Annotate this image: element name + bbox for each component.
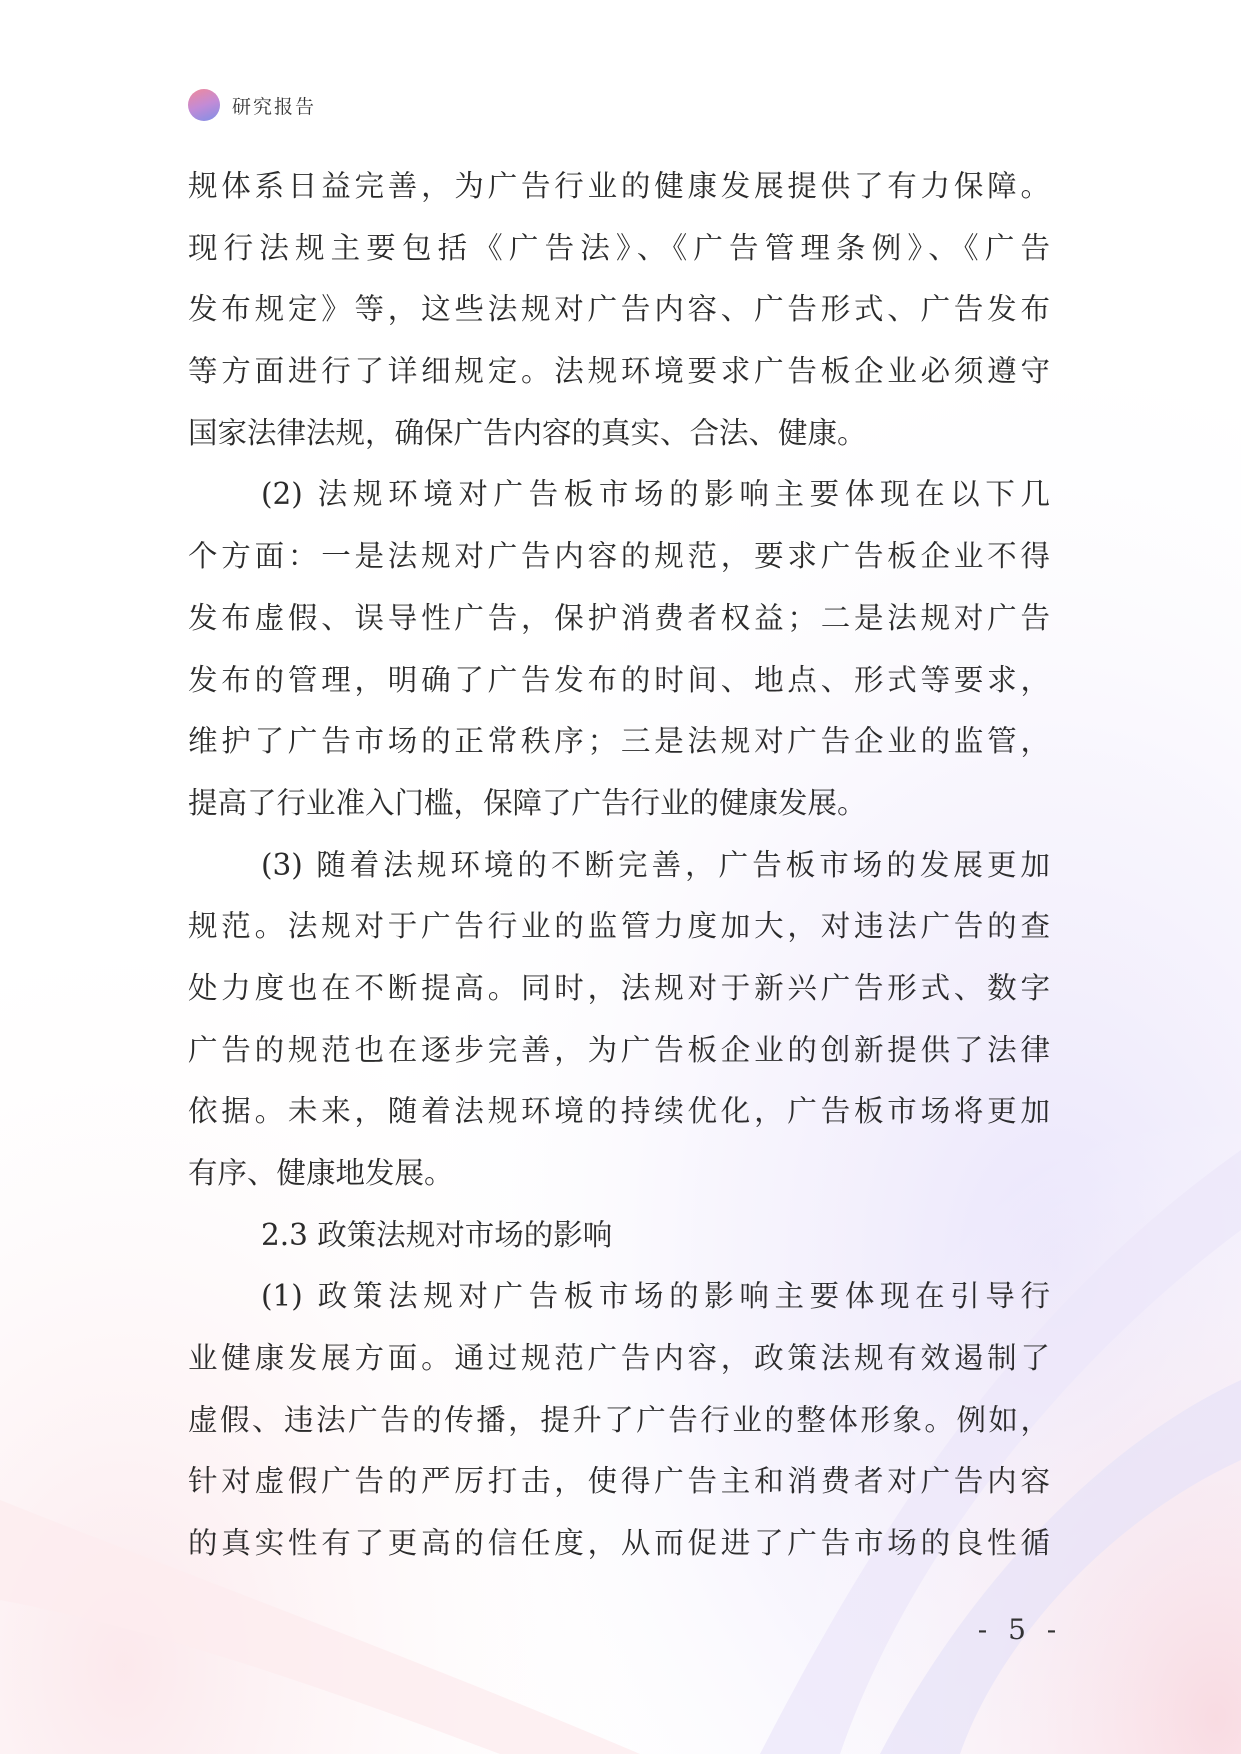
paragraph-start-line: (3) 随着法规环境的不断完善，广告板市场的发展更加	[261, 847, 1050, 882]
paragraph-start-line: (1) 政策法规对广告板市场的影响主要体现在引导行	[261, 1279, 1050, 1314]
text-line: 规范。法规对于广告行业的监管力度加大，对违法广告的查	[188, 909, 1050, 944]
header-title: 研究报告	[232, 95, 317, 118]
text-line: 业健康发展方面。通过规范广告内容，政策法规有效遏制了	[188, 1341, 1050, 1376]
text-line: 现行法规主要包括《广告法》、《广告管理条例》、《广告	[188, 230, 1050, 265]
text-line: 发布虚假、误导性广告，保护消费者权益；二是法规对广告	[188, 600, 1050, 635]
text-line: 的真实性有了更高的信任度，从而促进了广告市场的良性循	[188, 1526, 1050, 1561]
text-line: 依据。未来，随着法规环境的持续优化，广告板市场将更加	[188, 1094, 1050, 1129]
text-line: 个方面：一是法规对广告内容的规范，要求广告板企业不得	[188, 539, 1050, 574]
text-line: 有序、健康地发展。	[188, 1156, 454, 1190]
page-number: - 5 -	[977, 1613, 1063, 1646]
text-line: 维护了广告市场的正常秩序；三是法规对广告企业的监管，	[188, 724, 1050, 759]
text-line: 发布的管理，明确了广告发布的时间、地点、形式等要求，	[188, 662, 1050, 697]
report-header	[188, 88, 316, 122]
text-line: 规体系日益完善，为广告行业的健康发展提供了有力保障。	[188, 169, 1050, 203]
paragraph-start-line: (2) 法规环境对广告板市场的影响主要体现在以下几	[261, 477, 1050, 512]
logo-icon	[188, 89, 220, 121]
text-line: 虚假、违法广告的传播，提升了广告行业的整体形象。例如，	[188, 1402, 1050, 1437]
body-text	[188, 156, 1050, 1575]
text-line: 发布规定》等，这些法规对广告内容、广告形式、广告发布	[188, 292, 1050, 327]
text-line: 国家法律法规，确保广告内容的真实、合法、健康。	[188, 415, 867, 450]
text-line: 等方面进行了详细规定。法规环境要求广告板企业必须遵守	[188, 354, 1050, 389]
text-line: 处力度也在不断提高。同时，法规对于新兴广告形式、数字	[188, 970, 1050, 1005]
section-heading: 2.3 政策法规对市场的影响	[261, 1217, 613, 1252]
text-line: 广告的规范也在逐步完善，为广告板企业的创新提供了法律	[188, 1032, 1050, 1067]
text-line: 针对虚假广告的严厉打击，使得广告主和消费者对广告内容	[188, 1464, 1050, 1499]
text-line: 提高了行业准入门槛，保障了广告行业的健康发展。	[188, 785, 867, 820]
